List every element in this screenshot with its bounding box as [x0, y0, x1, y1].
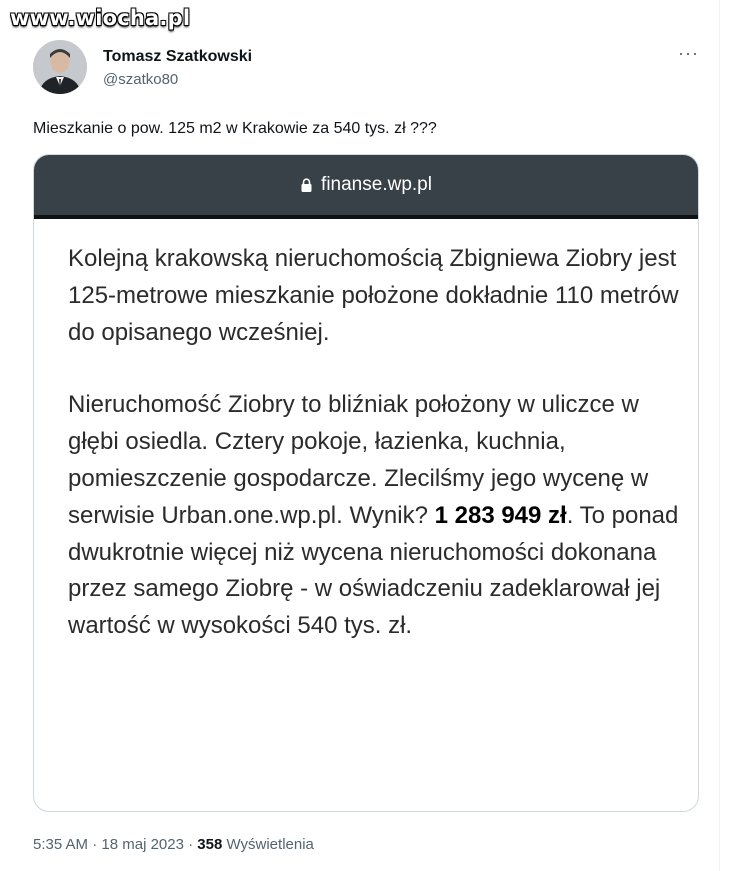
meta-separator: · — [183, 836, 198, 853]
author-handle[interactable]: @szatko80 — [103, 71, 179, 88]
url-text: finanse.wp.pl — [321, 174, 432, 195]
avatar-image — [33, 40, 87, 94]
view-count: 358 — [197, 836, 223, 853]
lock-icon — [300, 178, 313, 193]
valuation-amount: 1 283 949 zł — [434, 501, 567, 529]
meta-separator: · — [88, 836, 102, 853]
right-divider — [719, 0, 720, 871]
paragraph-2-start: Nieruchomość Ziobry to bliźniak położony w uliczce w głębi osiedla. Cztery pokoje, łazienka, kuchnia, pomieszczenie gospodarcze. Zlecilśmy jego wycenę w serwisie Urban.one.wp.pl. Wynik? — [68, 391, 649, 529]
tweet-meta — [33, 836, 314, 853]
avatar[interactable] — [33, 40, 87, 94]
tweet-date[interactable]: 18 maj 2023 — [101, 836, 184, 853]
tweet-text: Mieszkanie o pow. 125 m2 w Krakowie za 540 tys. zł ??? — [33, 120, 437, 137]
site-watermark: www.wiocha.pl — [10, 6, 191, 30]
article-paragraph-2 — [68, 387, 680, 645]
more-options-icon[interactable]: ··· — [678, 43, 699, 63]
attached-image-card[interactable] — [33, 154, 699, 812]
tweet-header — [33, 40, 701, 100]
author-name[interactable]: Tomasz Szatkowski — [103, 48, 253, 65]
views-label: Wyświetlenia — [222, 836, 314, 853]
article-excerpt — [34, 219, 698, 645]
tweet-time[interactable]: 5:35 AM — [33, 836, 89, 853]
article-paragraph-1: Kolejną krakowską nieruchomością Zbigniewa Ziobry jest 125-metrowe mieszkanie położone dokładnie 110 metrów do opisanego wcześniej. — [68, 245, 679, 346]
browser-url-bar — [34, 155, 698, 219]
url-display — [300, 174, 432, 196]
paragraph-2-end: . To ponad dwukrotnie więcej niż wycena nieruchomości dokonana przez samego Ziobrę - w oświadczeniu zadeklarował jej wartość w wysokości 540 tys. zł. — [68, 501, 679, 640]
